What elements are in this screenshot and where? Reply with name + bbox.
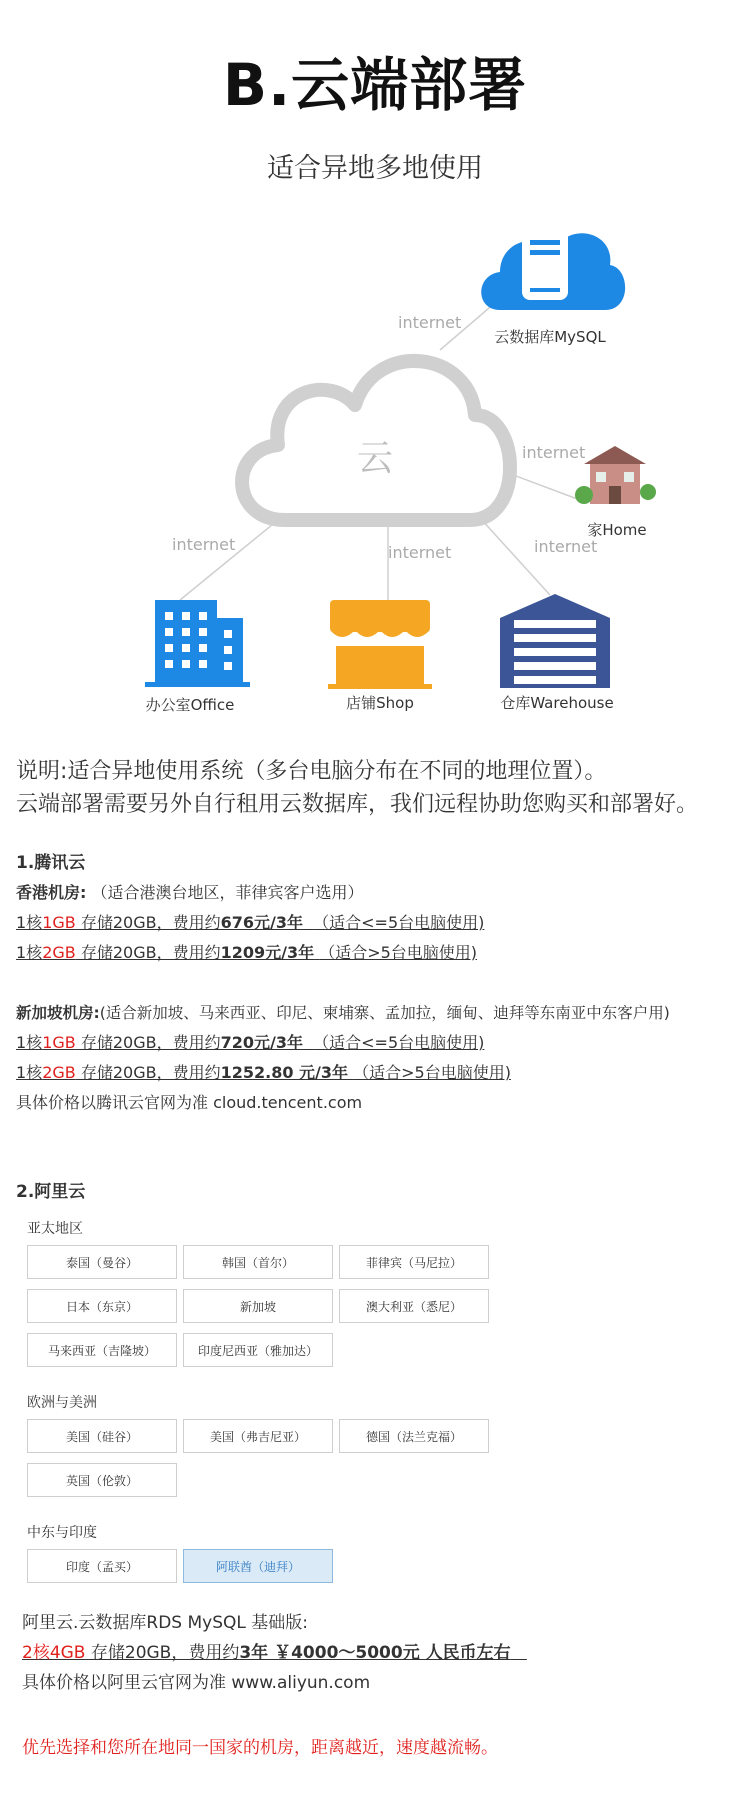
plan-mem: 2GB xyxy=(42,1063,76,1082)
region-button[interactable]: 日本（东京） xyxy=(27,1289,177,1323)
plan-cores: 1核 xyxy=(16,943,43,962)
region-button[interactable]: 马来西亚（吉隆坡） xyxy=(27,1333,177,1367)
region-group-label: 欧洲与美洲 xyxy=(27,1395,97,1411)
region-button[interactable]: 澳大利亚（悉尼） xyxy=(339,1289,489,1323)
plan-line xyxy=(16,938,670,968)
sg-room-line xyxy=(16,998,670,1028)
warehouse-icon xyxy=(500,594,610,688)
region-button[interactable]: 美国（硅谷） xyxy=(27,1419,177,1453)
sg-room-label: 新加坡机房: xyxy=(16,1004,100,1022)
region-button[interactable]: 韩国（首尔） xyxy=(183,1245,333,1279)
plan-line xyxy=(16,908,670,938)
plan-price: 3年 ￥4000～5000元 人民币左右 xyxy=(239,1643,511,1663)
plan-line xyxy=(16,1028,670,1058)
internet-label: internet xyxy=(388,543,452,562)
hk-room-line xyxy=(16,878,670,908)
page-subtitle: 适合异地多地使用 xyxy=(267,153,483,184)
tencent-section xyxy=(16,848,670,1118)
plan-price: 1209元/3年 xyxy=(220,943,315,962)
region-button[interactable]: 新加坡 xyxy=(183,1289,333,1323)
recommendation-note: 优先选择和您所在地同一国家的机房，距离越近，速度越流畅。 xyxy=(22,1738,498,1758)
description xyxy=(16,755,746,821)
region-group-label: 亚太地区 xyxy=(27,1221,83,1237)
internet-label: internet xyxy=(172,535,236,554)
plan-suit: （适合>5台电脑使用) xyxy=(353,1063,511,1082)
tencent-heading: 1.腾讯云 xyxy=(16,853,86,873)
plan-cores: 1核 xyxy=(16,1063,43,1082)
plan-storage: 存储20GB，费用约 xyxy=(75,1033,221,1052)
shop-icon xyxy=(328,600,432,689)
node-label-warehouse: 仓库Warehouse xyxy=(500,694,614,712)
region-button[interactable]: 泰国（曼谷） xyxy=(27,1245,177,1279)
plan-storage: 存储20GB，费用约 xyxy=(85,1643,240,1663)
plan-cores: 1核 xyxy=(16,1033,43,1052)
region-button[interactable]: 印度尼西亚（雅加达） xyxy=(183,1333,333,1367)
plan-price: 1252.80 元/3年 xyxy=(220,1063,349,1082)
region-button[interactable]: 印度（孟买） xyxy=(27,1549,177,1583)
plan-cores: 1核 xyxy=(16,913,43,932)
plan-storage: 存储20GB，费用约 xyxy=(75,1063,221,1082)
plan-line xyxy=(16,1058,670,1088)
link-warehouse xyxy=(480,518,550,595)
plan-price: 676元/3年 xyxy=(220,913,303,932)
hk-room-label: 香港机房: xyxy=(16,883,87,902)
plan-storage: 存储20GB，费用约 xyxy=(75,943,221,962)
plan-mem: 1GB xyxy=(42,913,76,932)
region-button-selected[interactable]: 阿联酋（迪拜） xyxy=(183,1549,333,1583)
hk-room-note: （适合港澳台地区，菲律宾客户选用） xyxy=(91,883,364,902)
plan-suit: （适合>5台电脑使用) xyxy=(319,943,478,962)
database-server-icon xyxy=(481,228,625,310)
internet-label: internet xyxy=(522,443,586,462)
aliyun-product: 阿里云.云数据库RDS MySQL 基础版: xyxy=(22,1613,309,1633)
plan-storage: 存储20GB，费用约 xyxy=(75,913,221,932)
tencent-footer: 具体价格以腾讯云官网为准 cloud.tencent.com xyxy=(16,1093,363,1112)
plan-line xyxy=(22,1638,527,1668)
region-button[interactable]: 美国（弗吉尼亚） xyxy=(183,1419,333,1453)
node-label-home: 家Home xyxy=(587,521,647,539)
page-title: B.云端部署 xyxy=(222,51,528,119)
plan-mem: 2GB xyxy=(42,943,76,962)
description-line: 云端部署需要另外自行租用云数据库，我们远程协助您购买和部署好。 xyxy=(16,792,699,817)
plan-price: 720元/3年 xyxy=(220,1033,303,1052)
house-icon xyxy=(575,446,656,504)
plan-suit: （适合<=5台电脑使用) xyxy=(313,913,485,932)
office-building-icon xyxy=(145,600,250,687)
link-office xyxy=(180,520,278,600)
region-group-label: 中东与印度 xyxy=(27,1525,97,1541)
aliyun-details xyxy=(22,1608,527,1698)
central-cloud-icon xyxy=(242,361,510,520)
internet-label: internet xyxy=(398,313,462,332)
cloud-deployment-diagram xyxy=(0,200,750,740)
region-button[interactable]: 英国（伦敦） xyxy=(27,1463,177,1497)
plan-suit: （适合<=5台电脑使用) xyxy=(313,1033,485,1052)
node-label-db: 云数据库MySQL xyxy=(494,328,606,346)
aliyun-footer: 具体价格以阿里云官网为准 www.aliyun.com xyxy=(22,1673,371,1693)
region-button[interactable]: 德国（法兰克福） xyxy=(339,1419,489,1453)
node-label-office: 办公室Office xyxy=(145,696,235,714)
region-button[interactable]: 菲律宾（马尼拉） xyxy=(339,1245,489,1279)
aliyun-heading: 2.阿里云 xyxy=(16,1182,86,1202)
cloud-label: 云 xyxy=(356,438,394,479)
internet-label: internet xyxy=(534,537,598,556)
sg-room-note: (适合新加坡、马来西亚、印尼、柬埔寨、孟加拉，缅甸、迪拜等东南亚中东客户用) xyxy=(99,1004,670,1022)
node-label-shop: 店铺Shop xyxy=(346,694,414,712)
plan-mem: 1GB xyxy=(42,1033,76,1052)
plan-spec: 2核4GB xyxy=(22,1643,86,1663)
description-line: 说明:适合异地使用系统（多台电脑分布在不同的地理位置）。 xyxy=(16,759,607,784)
